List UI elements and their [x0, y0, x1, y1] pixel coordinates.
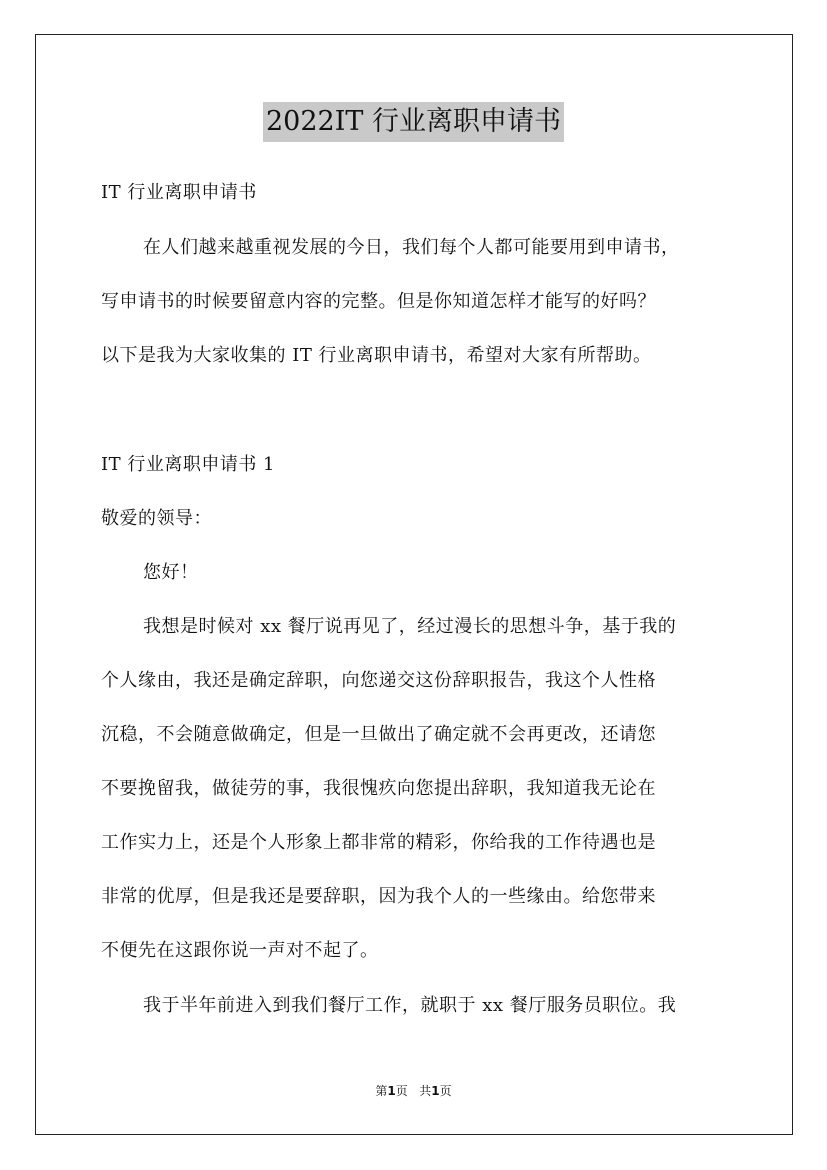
page-current: 1: [387, 1084, 396, 1098]
page-total: 1: [431, 1084, 440, 1098]
paragraph-line: 写申请书的时候要留意内容的完整。但是你知道怎样才能写的好吗？: [101, 291, 656, 312]
paragraph-line: 以下是我为大家收集的 IT 行业离职申请书，希望对大家有所帮助。: [101, 345, 652, 366]
page-label-suffix: 页: [439, 1084, 452, 1098]
paragraph-line: 非常的优厚，但是我还是要辞职，因为我个人的一些缘由。给您带来: [101, 886, 656, 907]
paragraph-line: 工作实力上，还是个人形象上都非常的精彩，你给我的工作待遇也是: [101, 832, 656, 853]
title-container: [0, 102, 827, 142]
paragraph-line: 个人缘由，我还是确定辞职，向您递交这份辞职报告，我这个人性格: [101, 670, 656, 691]
paragraph-line: 我想是时候对 xx 餐厅说再见了，经过漫长的思想斗争，基于我的: [143, 616, 677, 637]
paragraph-line: 在人们越来越重视发展的今日，我们每个人都可能要用到申请书，: [143, 237, 680, 258]
page-label-prefix: 第: [375, 1084, 388, 1098]
paragraph-line: 沉稳，不会随意做确定，但是一旦做出了确定就不会再更改，还请您: [101, 724, 656, 745]
page-footer: [0, 1083, 827, 1099]
paragraph-line: 不要挽留我，做徒劳的事，我很愧疚向您提出辞职，我知道我无论在: [101, 778, 656, 799]
salutation: 敬爱的领导：: [101, 508, 212, 529]
section-heading: IT 行业离职申请书 1: [101, 454, 276, 475]
greeting: 您好！: [143, 562, 199, 583]
page-label-mid: 页 共: [395, 1084, 432, 1098]
document-title: 2022IT 行业离职申请书: [263, 102, 564, 142]
paragraph-line: 不便先在这跟你说一声对不起了。: [101, 940, 379, 961]
subtitle-line: IT 行业离职申请书: [101, 182, 257, 203]
paragraph-line: 我于半年前进入到我们餐厅工作，就职于 xx 餐厅服务员职位。我: [143, 995, 677, 1016]
